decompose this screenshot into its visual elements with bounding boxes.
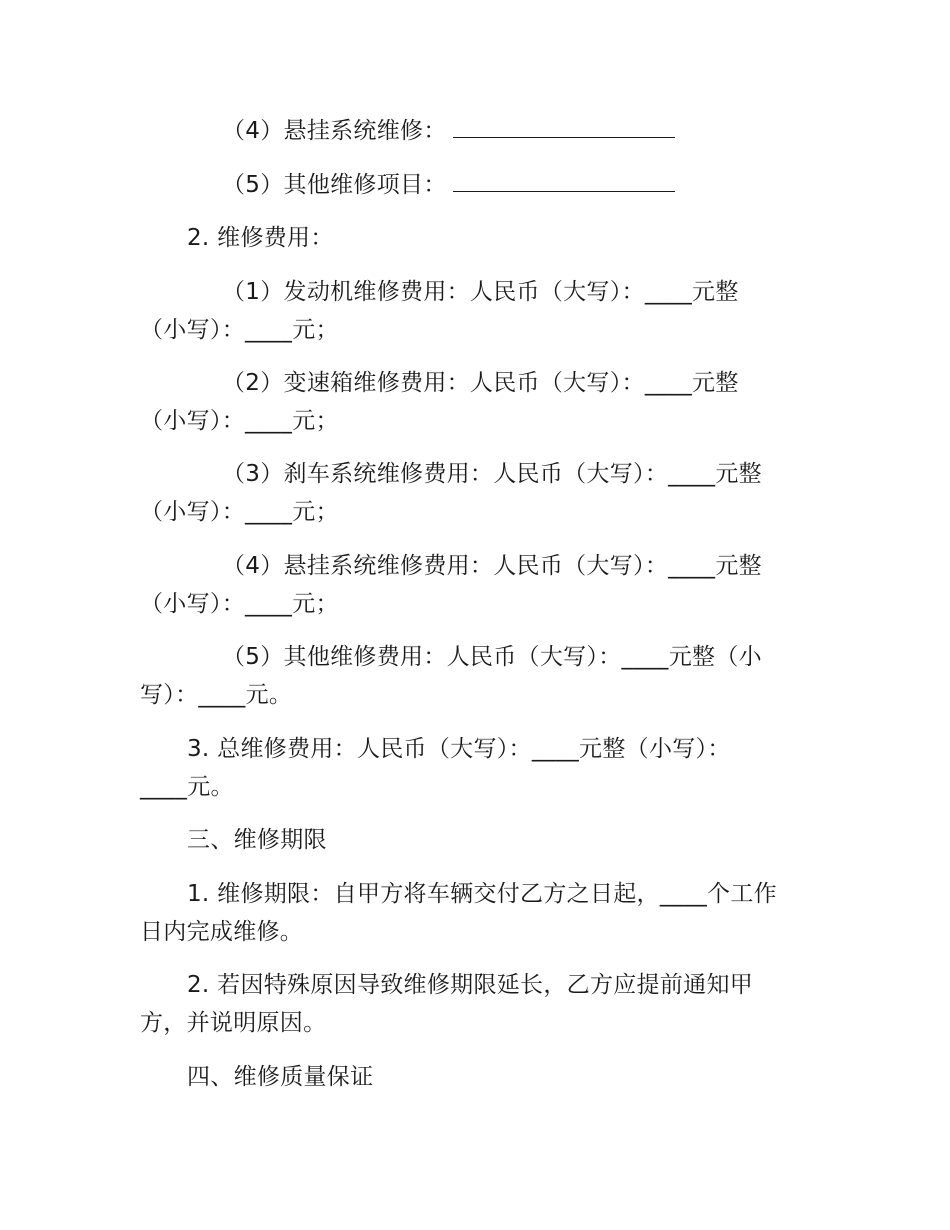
other-repair-blank: [453, 169, 675, 192]
quality-heading: 四、维修质量保证: [187, 1064, 374, 1090]
period-clause-1-line-1: 1. 维修期限：自甲方将车辆交付乙方之日起，____个工作: [187, 881, 777, 907]
period-clause-2-line-2: 方，并说明原因。: [140, 1010, 327, 1036]
period-heading: 三、维修期限: [187, 827, 327, 853]
other-repair-label: （5）其他维修项目：: [222, 172, 447, 198]
brake-fee-line-1: （3）刹车系统维修费用：人民币（大写）：____元整: [222, 461, 762, 487]
engine-fee-line-2: （小写）：____元；: [140, 317, 339, 343]
suspension-repair-label: （4）悬挂系统维修：: [222, 118, 447, 144]
suspension-fee-line-2: （小写）：____元；: [140, 591, 339, 617]
period-clause-2-line-1: 2. 若因特殊原因导致维修期限延长，乙方应提前通知甲: [187, 972, 754, 998]
other-fee-line-2: 写）：____元。: [140, 682, 293, 708]
total-fee-line-1: 3. 总维修费用：人民币（大写）：____元整（小写）：: [187, 736, 731, 762]
gearbox-fee-line-1: （2）变速箱维修费用：人民币（大写）：____元整: [222, 370, 739, 396]
fees-heading: 2. 维修费用：: [187, 225, 334, 251]
engine-fee-line-1: （1）发动机维修费用：人民币（大写）：____元整: [222, 279, 739, 305]
suspension-repair-blank: [453, 115, 675, 138]
other-fee-line-1: （5）其他维修费用：人民币（大写）：____元整（小: [222, 644, 762, 670]
total-fee-line-2: ____元。: [140, 774, 234, 800]
brake-fee-line-2: （小写）：____元；: [140, 499, 339, 525]
gearbox-fee-line-2: （小写）：____元；: [140, 408, 339, 434]
other-repair-item: [222, 169, 675, 200]
period-clause-1-line-2: 日内完成维修。: [140, 919, 304, 945]
suspension-fee-line-1: （4）悬挂系统维修费用：人民币（大写）：____元整: [222, 553, 762, 579]
suspension-repair-item: [222, 115, 675, 146]
